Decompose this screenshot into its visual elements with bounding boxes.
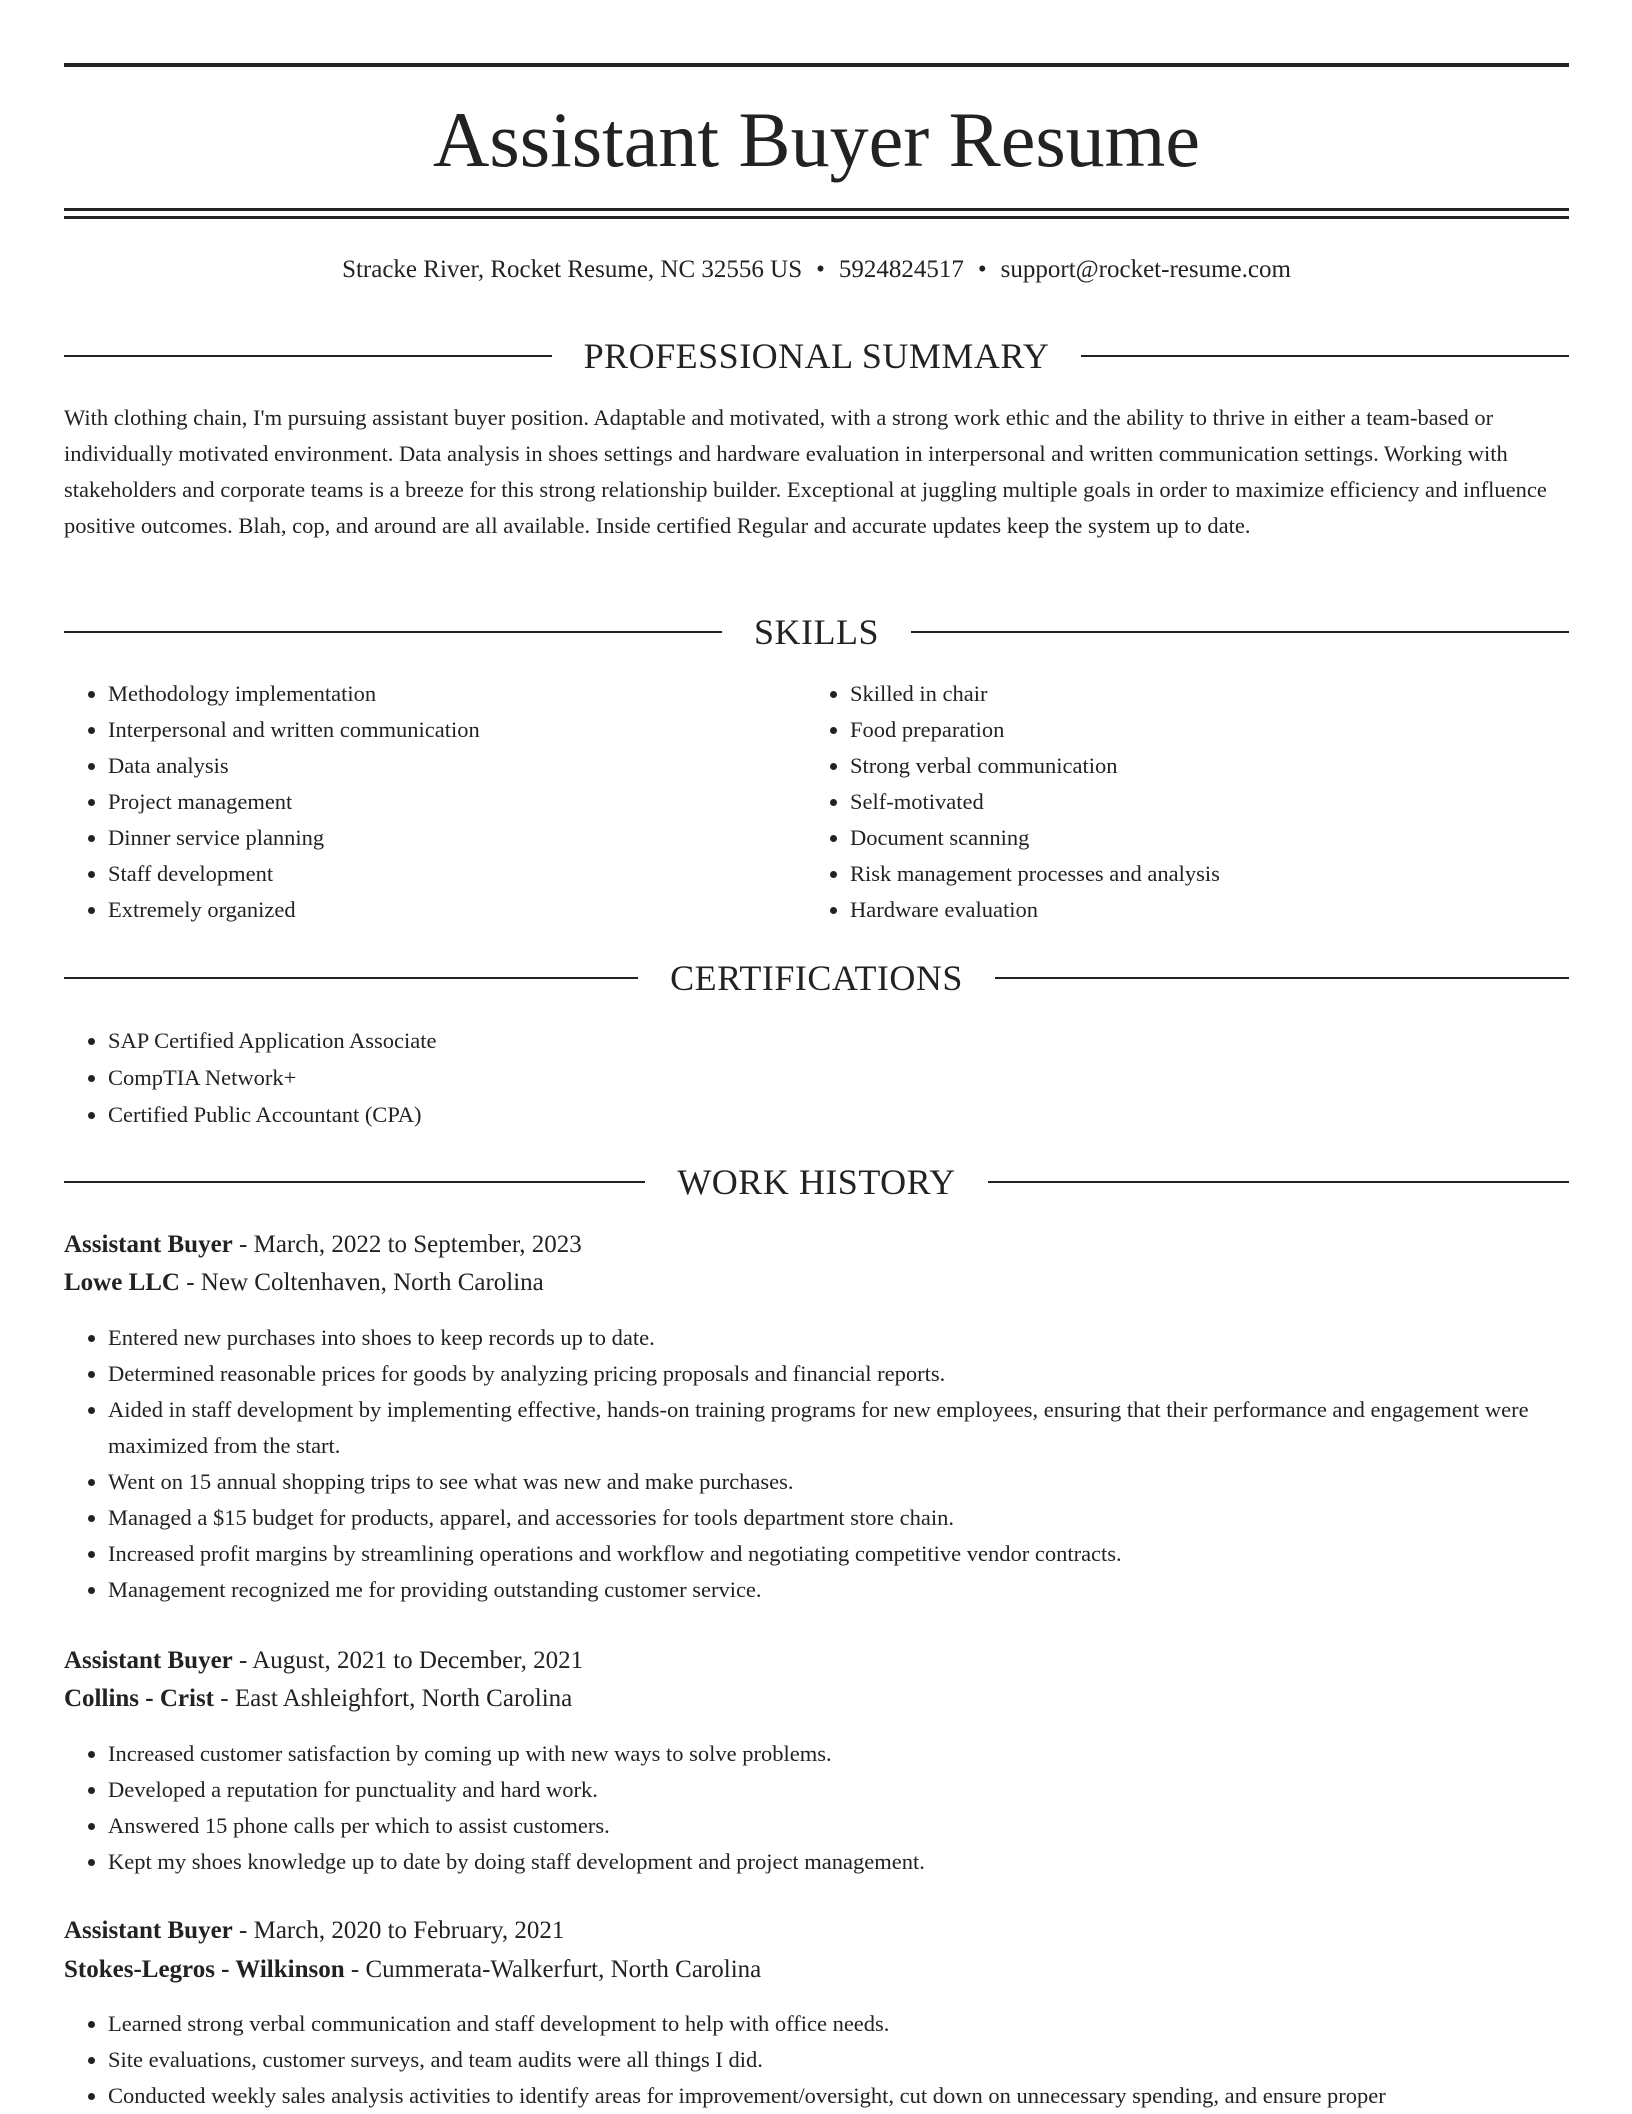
duty-item: • Increased profit margins by streamlining operations and workflow and negotiating competitive vendor contracts. bbox=[108, 1536, 1569, 1572]
certifications-list bbox=[64, 1022, 1569, 1133]
duty-item: • Entered new purchases into shoes to keep records up to date. bbox=[108, 1320, 1569, 1356]
skill-item: • Project management bbox=[108, 784, 764, 820]
skill-item: • Skilled in chair bbox=[850, 676, 1506, 712]
skills-left-column bbox=[64, 676, 764, 928]
duty-item: • Managed a $15 budget for products, apparel, and accessories for tools department store chain. bbox=[108, 1500, 1569, 1536]
contact-separator: • bbox=[816, 256, 825, 283]
page-title: Assistant Buyer Resume bbox=[433, 96, 1200, 183]
certification-item: • Certified Public Accountant (CPA) bbox=[108, 1096, 1569, 1133]
job-title: Assistant Buyer bbox=[64, 1647, 233, 1674]
job-location: - New Coltenhaven, North Carolina bbox=[179, 1269, 544, 1296]
certifications-heading bbox=[64, 956, 1569, 1000]
summary-heading bbox=[64, 334, 1569, 378]
contact-address: Stracke River, Rocket Resume, NC 32556 US bbox=[342, 256, 803, 283]
job-duties bbox=[64, 1320, 1569, 1608]
job-dates: - March, 2020 to February, 2021 bbox=[232, 1917, 565, 1944]
skill-item: • Hardware evaluation bbox=[850, 892, 1506, 928]
duty-item: • Aided in staff development by implementing effective, hands-on training programs for new employees, ensuring that their performance and engagement were maximized from the start. bbox=[108, 1392, 1569, 1464]
contact-email: support@rocket-resume.com bbox=[1000, 256, 1291, 283]
skills-right-column bbox=[806, 676, 1506, 928]
duty-item: • Went on 15 annual shopping trips to see what was new and make purchases. bbox=[108, 1464, 1569, 1500]
duty-item: • Management recognized me for providing outstanding customer service. bbox=[108, 1572, 1569, 1608]
skill-item: • Interpersonal and written communication bbox=[108, 712, 764, 748]
certification-item: • CompTIA Network+ bbox=[108, 1059, 1569, 1096]
job-dates: - August, 2021 to December, 2021 bbox=[232, 1647, 584, 1674]
skill-item: • Strong verbal communication bbox=[850, 748, 1506, 784]
job-title: Assistant Buyer bbox=[64, 1231, 233, 1258]
skill-item: • Staff development bbox=[108, 856, 764, 892]
contact-phone: 5924824517 bbox=[838, 256, 964, 283]
duty-item: • Kept my shoes knowledge up to date by doing staff development and project management. bbox=[108, 1844, 1569, 1880]
job-company: Collins - Crist bbox=[64, 1685, 214, 1712]
heading-rule-left bbox=[64, 1181, 645, 1183]
job-title-line bbox=[64, 1913, 1569, 1949]
skill-item: • Methodology implementation bbox=[108, 676, 764, 712]
work-history-heading bbox=[64, 1160, 1569, 1204]
duty-item: • Site evaluations, customer surveys, and team audits were all things I did. bbox=[108, 2042, 1569, 2078]
job-company: Stokes-Legros - Wilkinson bbox=[64, 1956, 345, 1983]
contact-separator: • bbox=[977, 256, 987, 283]
skill-item: • Risk management processes and analysis bbox=[850, 856, 1506, 892]
duty-item: • Answered 15 phone calls per which to assist customers. bbox=[108, 1808, 1569, 1844]
job-location: - East Ashleighfort, North Carolina bbox=[214, 1685, 573, 1712]
heading-rule-right bbox=[911, 631, 1569, 633]
work-history-heading-text: WORK HISTORY bbox=[677, 1162, 956, 1202]
skills-list-right bbox=[806, 676, 1506, 928]
job-company-line bbox=[64, 1265, 1569, 1301]
heading-rule-left bbox=[64, 977, 638, 979]
contact-line bbox=[64, 252, 1569, 288]
skills-heading bbox=[64, 610, 1569, 654]
duty-item: • Determined reasonable prices for goods by analyzing pricing proposals and financial reports. bbox=[108, 1356, 1569, 1392]
duty-item: • Conducted weekly sales analysis activities to identify areas for improvement/oversight, cut down on unnecessary spending, and ensure proper bbox=[108, 2078, 1569, 2114]
skill-item: • Dinner service planning bbox=[108, 820, 764, 856]
title-double-rule-upper bbox=[64, 208, 1569, 211]
certification-item: • SAP Certified Application Associate bbox=[108, 1022, 1569, 1059]
job-title-line bbox=[64, 1227, 1569, 1263]
skills-list-left bbox=[64, 676, 764, 928]
job-duties-list bbox=[64, 2006, 1569, 2114]
skills-heading-text: SKILLS bbox=[754, 612, 880, 652]
heading-rule-right bbox=[988, 1181, 1569, 1183]
job-company: Lowe LLC bbox=[64, 1269, 180, 1296]
skill-item: • Data analysis bbox=[108, 748, 764, 784]
skill-item: • Food preparation bbox=[850, 712, 1506, 748]
heading-rule-left bbox=[64, 631, 722, 633]
certifications-section bbox=[64, 1022, 1569, 1133]
job-title-line bbox=[64, 1643, 1569, 1679]
skill-item: • Document scanning bbox=[850, 820, 1506, 856]
duty-item: • Learned strong verbal communication and staff development to help with office needs. bbox=[108, 2006, 1569, 2042]
job-location: - Cummerata-Walkerfurt, North Carolina bbox=[344, 1956, 762, 1983]
heading-rule-right bbox=[1081, 355, 1569, 357]
job-title: Assistant Buyer bbox=[64, 1917, 233, 1944]
job-duties-list bbox=[64, 1736, 1569, 1880]
job-company-line bbox=[64, 1952, 1569, 1988]
job-company-line bbox=[64, 1681, 1569, 1717]
job-duties bbox=[64, 2006, 1569, 2114]
heading-rule-left bbox=[64, 355, 552, 357]
top-rule bbox=[64, 63, 1569, 67]
duty-item: • Developed a reputation for punctuality and hard work. bbox=[108, 1772, 1569, 1808]
skill-item: • Self-motivated bbox=[850, 784, 1506, 820]
job-duties bbox=[64, 1736, 1569, 1880]
heading-rule-right bbox=[995, 977, 1569, 979]
skill-item: • Extremely organized bbox=[108, 892, 764, 928]
duty-item: • Increased customer satisfaction by coming up with new ways to solve problems. bbox=[108, 1736, 1569, 1772]
job-dates: - March, 2022 to September, 2023 bbox=[232, 1231, 582, 1258]
summary-text: With clothing chain, I'm pursuing assistant buyer position. Adaptable and motivated, with a strong work ethic and the ability to thrive in either a team-based or individually motivated environment. Data analysis in shoes settings and hardware evaluation in interpersonal and written communication settings. Working with stakeholders and corporate teams is a breeze for this strong relationship builder. Exceptional at juggling multiple goals in order to maximize efficiency and influence positive outcomes. Blah, cop, and around are all available. Inside certified Regular and accurate updates keep the system up to date. bbox=[64, 405, 1547, 538]
certifications-heading-text: CERTIFICATIONS bbox=[670, 958, 963, 998]
job-duties-list bbox=[64, 1320, 1569, 1608]
summary-heading-text: PROFESSIONAL SUMMARY bbox=[583, 336, 1050, 376]
title-double-rule-lower bbox=[64, 216, 1569, 219]
